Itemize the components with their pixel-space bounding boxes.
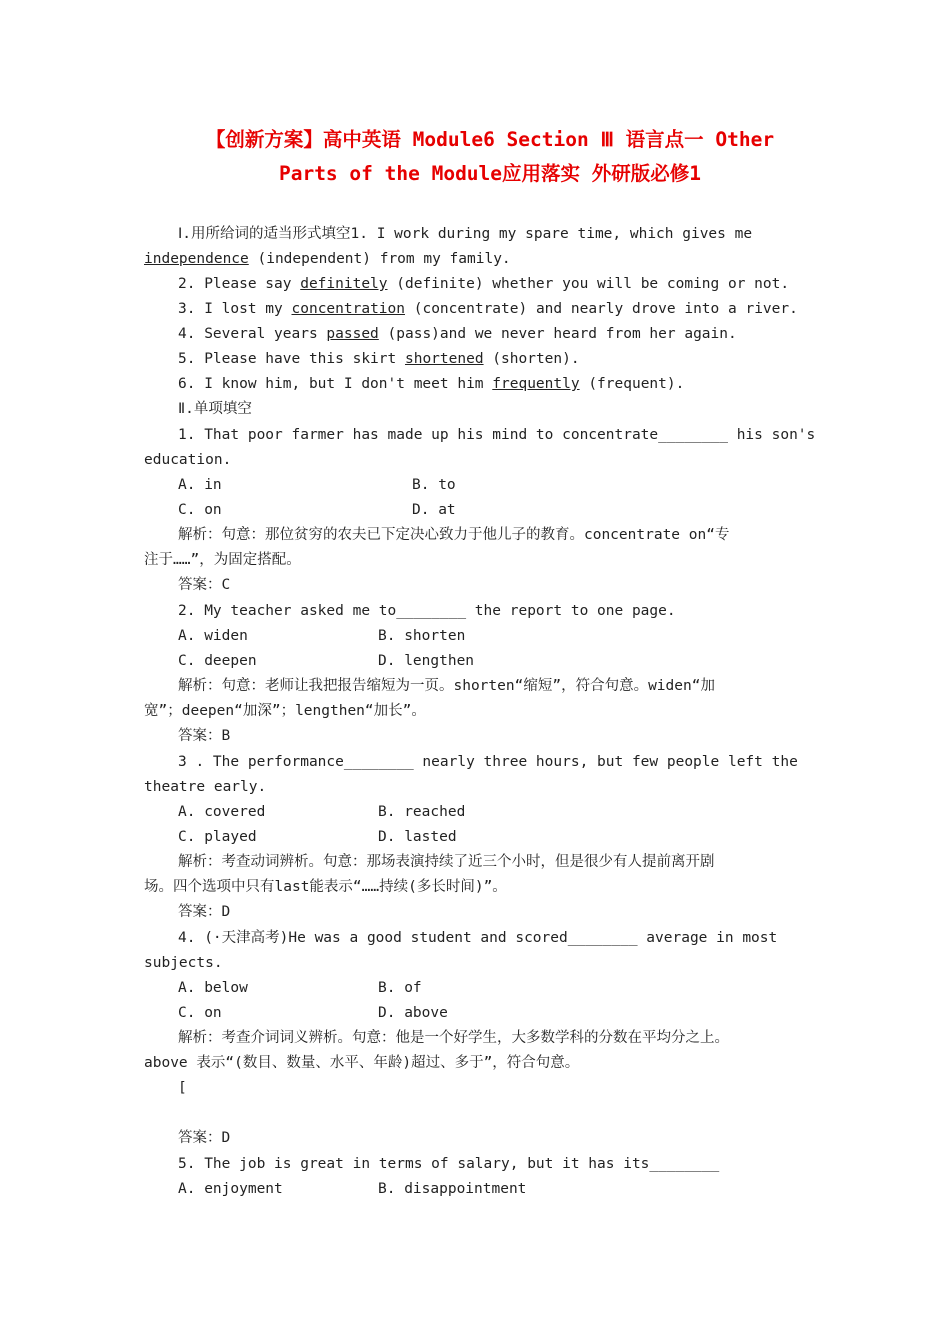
q5-stem-line1: 5. The job is great in terms of salary, but it has its________: [178, 1156, 720, 1172]
q1-explanation-line1: 解析：句意：那位贫穷的农夫已下定决心致力于他儿子的教育。concentrate on“专: [178, 527, 730, 543]
q2-option-a: A. widen: [178, 628, 248, 644]
q2-explanation-line1: 解析：句意：老师让我把报告缩短为一页。shorten“缩短”，符合句意。widen“加: [178, 678, 715, 694]
part1-q1-answer: independence: [144, 251, 249, 267]
q1-option-a: A. in: [178, 477, 222, 493]
q5-option-b: B. disappointment: [378, 1181, 527, 1197]
q2-option-b: B. shorten: [378, 628, 466, 644]
q2-option-c: C. deepen: [178, 653, 257, 669]
q1-option-b: B. to: [412, 477, 456, 493]
part1-q3-answer: concentration: [291, 301, 405, 317]
part1-q4-answer: passed: [326, 326, 379, 342]
q1-stem-line2: education.: [144, 452, 232, 468]
q2-stem-line1: 2. My teacher asked me to________ the report to one page.: [178, 603, 676, 619]
part1-heading: Ⅰ.用所给词的适当形式填空: [178, 226, 351, 242]
q1-stem-line1: 1. That poor farmer has made up his mind to concentrate________ his son's: [178, 427, 816, 443]
q4-explanation-line2: above 表示“(数目、数量、水平、年龄)超过、多于”，符合句意。: [144, 1055, 580, 1071]
q3-stem-line2: theatre early.: [144, 779, 267, 795]
q4-answer: 答案：D: [178, 1130, 231, 1146]
q4-stem-line1: 4. (·天津高考)He was a good student and scored________ average in most: [178, 930, 778, 946]
q3-answer: 答案：D: [178, 904, 231, 920]
document-title-line-1: 【创新方案】高中英语 Module6 Section Ⅲ 语言点一 Other: [205, 128, 775, 151]
q1-option-c: C. on: [178, 502, 222, 518]
q2-answer: 答案：B: [178, 728, 231, 744]
q2-option-d: D. lengthen: [378, 653, 475, 669]
q4-option-b: B. of: [378, 980, 422, 996]
q2-explanation-line2: 宽”；deepen“加深”；lengthen“加长”。: [144, 703, 426, 719]
q3-option-d: D. lasted: [378, 829, 457, 845]
q4-stray-bracket: [: [178, 1080, 187, 1096]
part1-q4: 4. Several years passed (pass)and we never heard from her again.: [178, 326, 737, 342]
q4-option-a: A. below: [178, 980, 248, 996]
q1-answer: 答案：C: [178, 577, 231, 593]
q3-option-a: A. covered: [178, 804, 266, 820]
document-title-line-2: Parts of the Module应用落实 外研版必修1: [278, 162, 702, 185]
part1-q5: 5. Please have this skirt shortened (shorten).: [178, 351, 580, 367]
q3-option-b: B. reached: [378, 804, 466, 820]
part1-q5-answer: shortened: [404, 351, 484, 367]
part1-first-line: [178, 224, 752, 244]
q4-stem-line2: subjects.: [144, 955, 223, 971]
q3-stem-line1: 3 . The performance________ nearly three hours, but few people left the: [178, 754, 798, 770]
part1-q6-answer: frequently: [492, 376, 580, 392]
part1-q3: 3. I lost my concentration (concentrate) and nearly drove into a river.: [178, 301, 798, 317]
q3-option-c: C. played: [178, 829, 257, 845]
q3-explanation-line1: 解析：考查动词辨析。句意：那场表演持续了近三个小时，但是很少有人提前离开剧: [178, 854, 715, 870]
part1-q6: 6. I know him, but I don't meet him frequently (frequent).: [178, 376, 685, 392]
q4-option-c: C. on: [178, 1005, 222, 1021]
part1-q2: 2. Please say definitely (definite) whether you will be coming or not.: [178, 276, 790, 292]
part2-heading: Ⅱ.单项填空: [178, 401, 252, 417]
part1-q1-pre: 1. I work during my spare time, which gives me: [350, 226, 753, 242]
q4-explanation-line1: 解析：考查介词词义辨析。句意：他是一个好学生，大多数学科的分数在平均分之上。: [178, 1030, 729, 1046]
q3-explanation-line2: 场。四个选项中只有last能表示“……持续(多长时间)”。: [144, 879, 507, 895]
part1-q1-post: (independent) from my family.: [248, 251, 511, 267]
part1-q2-answer: definitely: [300, 276, 388, 292]
q5-option-a: A. enjoyment: [178, 1181, 283, 1197]
q1-explanation-line2: 注于……”，为固定搭配。: [144, 552, 301, 568]
part1-q1-line2: [144, 249, 511, 269]
q1-option-d: D. at: [412, 502, 456, 518]
q4-option-d: D. above: [378, 1005, 448, 1021]
